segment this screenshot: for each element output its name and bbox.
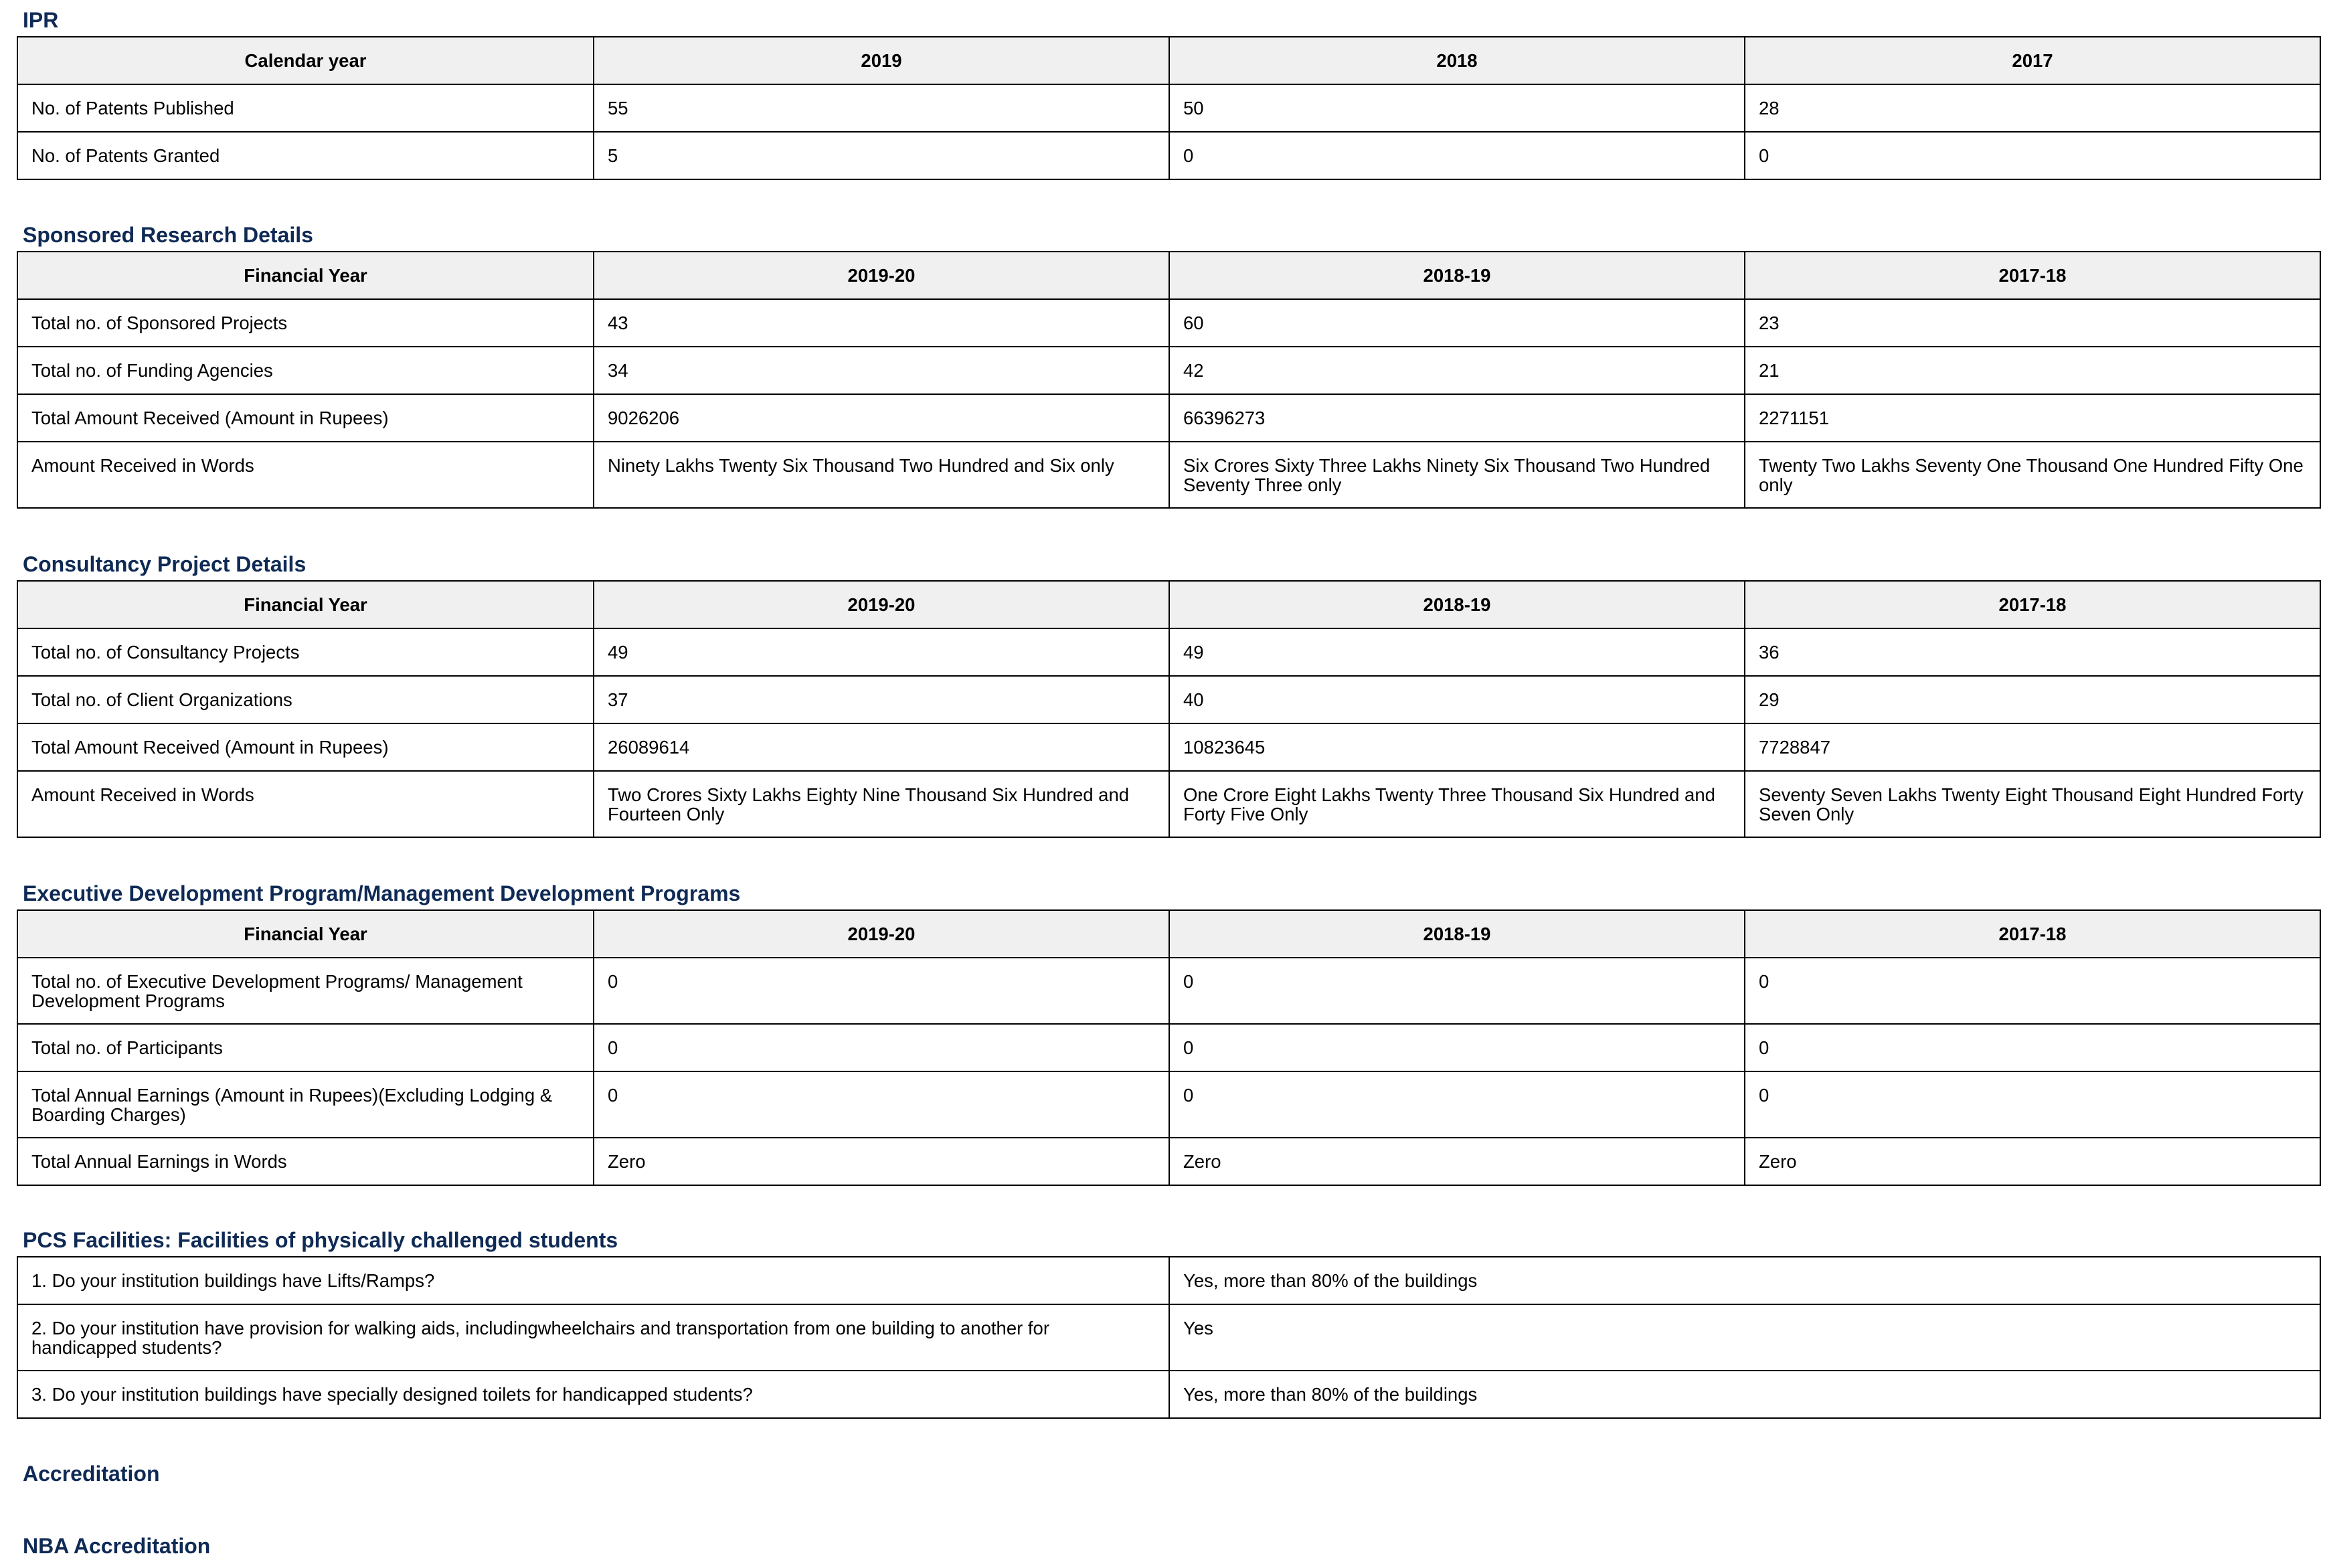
header-cell: Financial Year: [17, 252, 594, 299]
table-header-row: [17, 910, 2320, 958]
row-label: No. of Patents Granted: [17, 132, 594, 179]
row-value: 60: [1169, 299, 1745, 347]
table-row: [17, 1024, 2320, 1071]
row-value: 28: [1745, 84, 2320, 132]
row-value: 0: [594, 1071, 1169, 1138]
row-value: 2271151: [1745, 394, 2320, 442]
header-cell: Calendar year: [17, 37, 594, 84]
row-value: 21: [1745, 347, 2320, 394]
row-value: 0: [1745, 1024, 2320, 1071]
row-value: 36: [1745, 628, 2320, 676]
row-value: 66396273: [1169, 394, 1745, 442]
row-value: 37: [594, 676, 1169, 723]
table-row: [17, 84, 2320, 132]
row-label: Total no. of Participants: [17, 1024, 594, 1071]
row-label: Amount Received in Words: [17, 442, 594, 508]
row-value: 23: [1745, 299, 2320, 347]
row-value: 49: [1169, 628, 1745, 676]
row-value: 50: [1169, 84, 1745, 132]
row-value: Zero: [1745, 1138, 2320, 1185]
row-label: No. of Patents Published: [17, 84, 594, 132]
table-row: [17, 628, 2320, 676]
ipr-title: IPR: [23, 8, 59, 32]
header-cell: 2019-20: [594, 581, 1169, 628]
table-row: [17, 1304, 2320, 1371]
table-row: [17, 1071, 2320, 1138]
row-label: Total no. of Funding Agencies: [17, 347, 594, 394]
table-row: [17, 394, 2320, 442]
edp-title: Executive Development Program/Management Development Programs: [23, 881, 741, 905]
table-row: [17, 132, 2320, 179]
row-label: Total no. of Client Organizations: [17, 676, 594, 723]
header-cell: 2018-19: [1169, 581, 1745, 628]
sponsored-title: Sponsored Research Details: [23, 223, 313, 247]
row-value: 26089614: [594, 723, 1169, 771]
table-row: [17, 347, 2320, 394]
header-cell: 2017-18: [1745, 581, 2320, 628]
table-row: [17, 1257, 2320, 1304]
table-row: [17, 442, 2320, 508]
row-value: 0: [1745, 958, 2320, 1024]
row-value: 42: [1169, 347, 1745, 394]
row-value: 29: [1745, 676, 2320, 723]
table-row: [17, 676, 2320, 723]
row-label: Amount Received in Words: [17, 771, 594, 837]
row-value: 55: [594, 84, 1169, 132]
row-value: 0: [594, 1024, 1169, 1071]
row-value: 0: [1169, 1071, 1745, 1138]
nba-accreditation-title: NBA Accreditation: [23, 1534, 211, 1558]
answer-cell: Yes: [1169, 1304, 2320, 1371]
row-value: 0: [1169, 1024, 1745, 1071]
row-value: 40: [1169, 676, 1745, 723]
table-header-row: [17, 37, 2320, 84]
header-cell: 2018-19: [1169, 910, 1745, 958]
row-label: Total no. of Executive Development Programs/ Management Development Programs: [17, 958, 594, 1024]
row-value: Zero: [594, 1138, 1169, 1185]
row-label: Total Annual Earnings in Words: [17, 1138, 594, 1185]
header-cell: Financial Year: [17, 581, 594, 628]
ipr-table: [17, 36, 2321, 180]
sponsored-table: [17, 251, 2321, 509]
header-cell: 2018: [1169, 37, 1745, 84]
header-cell: 2019-20: [594, 252, 1169, 299]
table-row: [17, 1138, 2320, 1185]
question-cell: 1. Do your institution buildings have Lifts/Ramps?: [17, 1257, 1169, 1304]
row-value: 0: [1745, 1071, 2320, 1138]
row-value: 5: [594, 132, 1169, 179]
header-cell: 2017: [1745, 37, 2320, 84]
table-header-row: [17, 581, 2320, 628]
header-cell: Financial Year: [17, 910, 594, 958]
row-value: Two Crores Sixty Lakhs Eighty Nine Thousand Six Hundred and Fourteen Only: [594, 771, 1169, 837]
table-row: [17, 299, 2320, 347]
table-row: [17, 1371, 2320, 1418]
row-value: 43: [594, 299, 1169, 347]
row-value: Twenty Two Lakhs Seventy One Thousand One Hundred Fifty One only: [1745, 442, 2320, 508]
row-value: 0: [1745, 132, 2320, 179]
row-value: 7728847: [1745, 723, 2320, 771]
row-value: 0: [1169, 132, 1745, 179]
consultancy-table: [17, 580, 2321, 838]
table-row: [17, 771, 2320, 837]
answer-cell: Yes, more than 80% of the buildings: [1169, 1371, 2320, 1418]
question-cell: 3. Do your institution buildings have specially designed toilets for handicapped students?: [17, 1371, 1169, 1418]
question-cell: 2. Do your institution have provision for walking aids, includingwheelchairs and transportation from one building to another for handicapped students?: [17, 1304, 1169, 1371]
row-label: Total Amount Received (Amount in Rupees): [17, 723, 594, 771]
header-cell: 2018-19: [1169, 252, 1745, 299]
row-value: Ninety Lakhs Twenty Six Thousand Two Hundred and Six only: [594, 442, 1169, 508]
row-value: 10823645: [1169, 723, 1745, 771]
row-value: 9026206: [594, 394, 1169, 442]
row-label: Total no. of Consultancy Projects: [17, 628, 594, 676]
row-value: 34: [594, 347, 1169, 394]
header-cell: 2019: [594, 37, 1169, 84]
row-value: 0: [594, 958, 1169, 1024]
row-label: Total Amount Received (Amount in Rupees): [17, 394, 594, 442]
row-value: Zero: [1169, 1138, 1745, 1185]
row-value: One Crore Eight Lakhs Twenty Three Thousand Six Hundred and Forty Five Only: [1169, 771, 1745, 837]
table-header-row: [17, 252, 2320, 299]
header-cell: 2017-18: [1745, 252, 2320, 299]
row-label: Total no. of Sponsored Projects: [17, 299, 594, 347]
table-row: [17, 958, 2320, 1024]
header-cell: 2019-20: [594, 910, 1169, 958]
table-row: [17, 723, 2320, 771]
answer-cell: Yes, more than 80% of the buildings: [1169, 1257, 2320, 1304]
row-value: 0: [1169, 958, 1745, 1024]
row-value: Seventy Seven Lakhs Twenty Eight Thousand Eight Hundred Forty Seven Only: [1745, 771, 2320, 837]
pcs-title: PCS Facilities: Facilities of physically challenged students: [23, 1228, 618, 1252]
row-value: 49: [594, 628, 1169, 676]
pcs-table: [17, 1256, 2321, 1419]
edp-table: [17, 909, 2321, 1186]
consultancy-title: Consultancy Project Details: [23, 552, 307, 576]
header-cell: 2017-18: [1745, 910, 2320, 958]
accreditation-title: Accreditation: [23, 1462, 160, 1486]
row-value: Six Crores Sixty Three Lakhs Ninety Six Thousand Two Hundred Seventy Three only: [1169, 442, 1745, 508]
row-label: Total Annual Earnings (Amount in Rupees)(Excluding Lodging & Boarding Charges): [17, 1071, 594, 1138]
